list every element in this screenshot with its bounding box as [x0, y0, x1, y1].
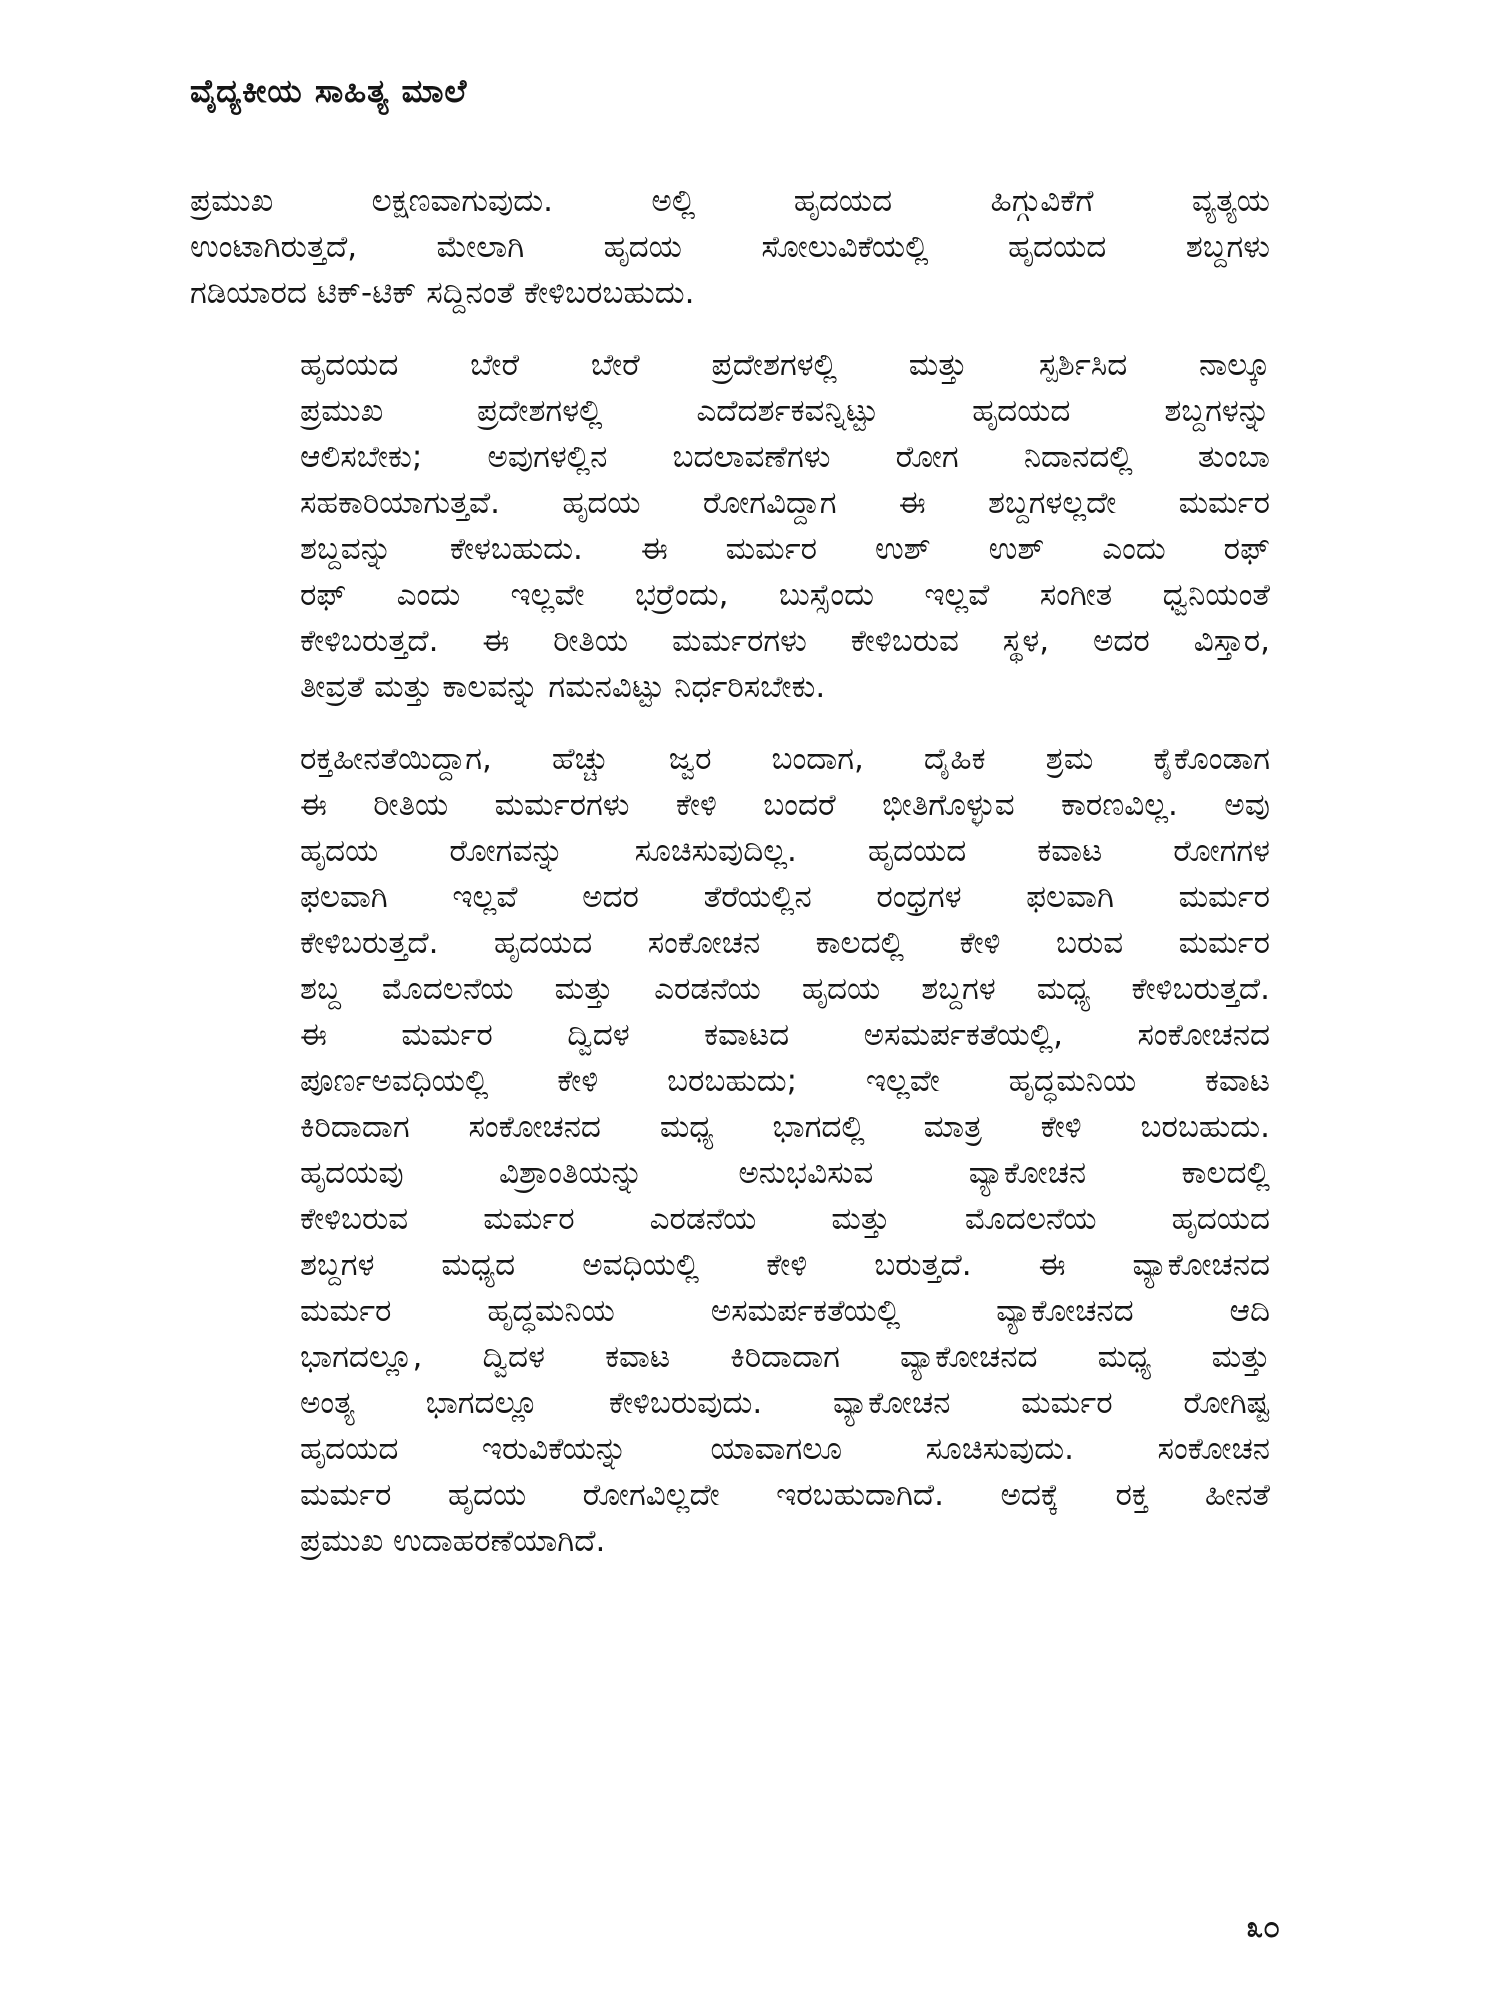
text-line: ರಕ್ತಹೀನತೆಯಿದ್ದಾಗ, ಹೆಚ್ಚು ಜ್ವರ ಬಂದಾಗ, ದೈಹಿಕ ಶ್ರಮ ಕೈಕೊಂಡಾಗ: [300, 741, 1270, 777]
text-line: ಪ್ರಮುಖ ಉದಾಹರಣೆಯಾಗಿದೆ.: [300, 1523, 606, 1559]
text-line: ಪ್ರಮುಖ ಪ್ರದೇಶಗಳಲ್ಲಿ ಎದೆದರ್ಶಕವನ್ನಿಟ್ಟು ಹೃದಯದ ಶಬ್ದಗಳನ್ನು: [300, 393, 1270, 429]
running-header-title: ವೈದ್ಯಕೀಯ ಸಾಹಿತ್ಯ ಮಾಲೆ: [190, 72, 468, 110]
text-line: ಉಂಟಾಗಿರುತ್ತದೆ, ಮೇಲಾಗಿ ಹೃದಯ ಸೋಲುವಿಕೆಯಲ್ಲಿ ಹೃದಯದ ಶಬ್ದಗಳು: [190, 229, 1270, 265]
paragraph: [190, 178, 1270, 316]
text-line: ಆಲಿಸಬೇಕು; ಅವುಗಳಲ್ಲಿನ ಬದಲಾವಣೆಗಳು ರೋಗ ನಿದಾನದಲ್ಲಿ ತುಂಬಾ: [300, 439, 1270, 475]
text-line: ಹೃದಯ ರೋಗವನ್ನು ಸೂಚಿಸುವುದಿಲ್ಲ. ಹೃದಯದ ಕವಾಟ ರೋಗಗಳ: [300, 833, 1270, 869]
text-line: ಭಾಗದಲ್ಲೂ, ದ್ವಿದಳ ಕವಾಟ ಕಿರಿದಾದಾಗ ವ್ಯಾಕೋಚನದ ಮಧ್ಯ ಮತ್ತು: [300, 1339, 1270, 1375]
text-line: ಅಂತ್ಯ ಭಾಗದಲ್ಲೂ ಕೇಳಿಬರುವುದು. ವ್ಯಾಕೋಚನ ಮರ್ಮರ ರೋಗಿಷ್ಟ: [300, 1385, 1270, 1421]
text-line: ಕಿರಿದಾದಾಗ ಸಂಕೋಚನದ ಮಧ್ಯ ಭಾಗದಲ್ಲಿ ಮಾತ್ರ ಕೇಳಿ ಬರಬಹುದು.: [300, 1109, 1270, 1145]
paragraph: [190, 342, 1270, 710]
text-line: ಶಬ್ದವನ್ನು ಕೇಳಬಹುದು. ಈ ಮರ್ಮರ ಉಶ್ ಉಶ್ ಎಂದು ರಫ್: [300, 531, 1270, 567]
page-number: ೩೦: [1246, 1910, 1280, 1945]
text-line: ಹೃದಯದ ಬೇರೆ ಬೇರೆ ಪ್ರದೇಶಗಳಲ್ಲಿ ಮತ್ತು ಸ್ಪರ್ಶಿಸಿದ ನಾಲ್ಕೂ: [300, 347, 1270, 383]
text-line: ಪ್ರಮುಖ ಲಕ್ಷಣವಾಗುವುದು. ಅಲ್ಲಿ ಹೃದಯದ ಹಿಗ್ಗುವಿಕೆಗೆ ವ್ಯತ್ಯಯ: [190, 183, 1270, 219]
text-line: ಶಬ್ದ ಮೊದಲನೆಯ ಮತ್ತು ಎರಡನೆಯ ಹೃದಯ ಶಬ್ದಗಳ ಮಧ್ಯ ಕೇಳಿಬರುತ್ತದೆ.: [300, 971, 1270, 1007]
text-line: ಈ ಮರ್ಮರ ದ್ವಿದಳ ಕವಾಟದ ಅಸಮರ್ಪಕತೆಯಲ್ಲಿ, ಸಂಕೋಚನದ: [300, 1017, 1270, 1053]
paragraph: [190, 736, 1270, 1564]
text-line: ಮರ್ಮರ ಹೃದ್ಧಮನಿಯ ಅಸಮರ್ಪಕತೆಯಲ್ಲಿ ವ್ಯಾಕೋಚನದ ಆದಿ: [300, 1293, 1270, 1329]
text-line: ಗಡಿಯಾರದ ಟಿಕ್-ಟಿಕ್ ಸದ್ದಿನಂತೆ ಕೇಳಿಬರಬಹುದು.: [190, 275, 695, 311]
text-line: ರಫ್ ಎಂದು ಇಲ್ಲವೇ ಭರ್‍ರೆಂದು, ಬುಸ್ಸೆಂದು ಇಲ್ಲವೆ ಸಂಗೀತ ಧ್ವನಿಯಂತೆ: [300, 577, 1270, 613]
text-line: ಕೇಳಿಬರುತ್ತದೆ. ಹೃದಯದ ಸಂಕೋಚನ ಕಾಲದಲ್ಲಿ ಕೇಳಿ ಬರುವ ಮರ್ಮರ: [300, 925, 1270, 961]
text-line: ಸಹಕಾರಿಯಾಗುತ್ತವೆ. ಹೃದಯ ರೋಗವಿದ್ದಾಗ ಈ ಶಬ್ದಗಳಲ್ಲದೇ ಮರ್ಮರ: [300, 485, 1270, 521]
text-line: ಈ ರೀತಿಯ ಮರ್ಮರಗಳು ಕೇಳಿ ಬಂದರೆ ಭೀತಿಗೊಳ್ಳುವ ಕಾರಣವಿಲ್ಲ. ಅವು: [300, 787, 1270, 823]
body-text: [190, 178, 1270, 1590]
text-line: ಹೃದಯದ ಇರುವಿಕೆಯನ್ನು ಯಾವಾಗಲೂ ಸೂಚಿಸುವುದು. ಸಂಕೋಚನ: [300, 1431, 1270, 1467]
text-line: ಕೇಳಿಬರುತ್ತದೆ. ಈ ರೀತಿಯ ಮರ್ಮರಗಳು ಕೇಳಿಬರುವ ಸ್ಥಳ, ಅದರ ವಿಸ್ತಾರ,: [300, 623, 1270, 659]
text-line: ಫಲವಾಗಿ ಇಲ್ಲವೆ ಅದರ ತೆರೆಯಲ್ಲಿನ ರಂಧ್ರಗಳ ಫಲವಾಗಿ ಮರ್ಮರ: [300, 879, 1270, 915]
text-line: ತೀವ್ರತೆ ಮತ್ತು ಕಾಲವನ್ನು ಗಮನವಿಟ್ಟು ನಿರ್ಧರಿಸಬೇಕು.: [300, 669, 826, 705]
text-line: ಮರ್ಮರ ಹೃದಯ ರೋಗವಿಲ್ಲದೇ ಇರಬಹುದಾಗಿದೆ. ಅದಕ್ಕೆ ರಕ್ತ ಹೀನತೆ: [300, 1477, 1270, 1513]
text-line: ಪೂರ್ಣಅವಧಿಯಲ್ಲಿ ಕೇಳಿ ಬರಬಹುದು; ಇಲ್ಲವೇ ಹೃದ್ಧಮನಿಯ ಕವಾಟ: [300, 1063, 1270, 1099]
text-line: ಕೇಳಿಬರುವ ಮರ್ಮರ ಎರಡನೆಯ ಮತ್ತು ಮೊದಲನೆಯ ಹೃದಯದ: [300, 1201, 1270, 1237]
text-line: ಶಬ್ದಗಳ ಮಧ್ಯದ ಅವಧಿಯಲ್ಲಿ ಕೇಳಿ ಬರುತ್ತದೆ. ಈ ವ್ಯಾಕೋಚನದ: [300, 1247, 1270, 1283]
text-line: ಹೃದಯವು ವಿಶ್ರಾಂತಿಯನ್ನು ಅನುಭವಿಸುವ ವ್ಯಾಕೋಚನ ಕಾಲದಲ್ಲಿ: [300, 1155, 1270, 1191]
